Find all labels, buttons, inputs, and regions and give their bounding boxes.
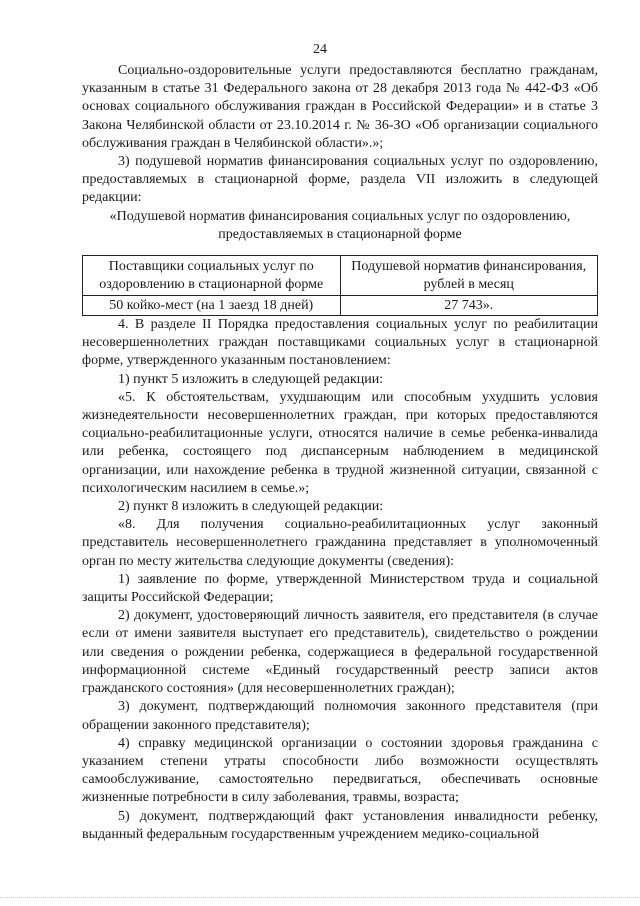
paragraph-subitem-2: 2) пункт 8 изложить в следующей редакции: <box>118 499 384 515</box>
table-header-providers: Поставщики социальных услуг по оздоровлению в стационарной форме <box>83 256 341 296</box>
scan-edge-line <box>0 897 640 899</box>
document-body <box>82 62 598 844</box>
list-item: 3) документ, подтверждающий полномочия законного представителя (при обращении законного представителя); <box>82 699 598 733</box>
table-header-norm: Подушевой норматив финансирования, рублей в месяц <box>340 256 598 296</box>
paragraph-social-services-free: Социально-оздоровительные услуги предоставляются бесплатно гражданам, указанным в статье 31 Федерального закона от 28 декабря 2013 года № 442-ФЗ «Об основах социального обслуживания граждан в Российской Федерации» и в статье 3 Закона Челябинской области от 23.10.2014 г. № 36-ЗО «Об организации социального обслуживания граждан в Челябинской области».»; <box>82 63 598 151</box>
table-header-row <box>83 256 598 296</box>
page-number: 24 <box>313 42 327 57</box>
paragraph-point-5: «5. К обстоятельствам, ухудшающим или способным ухудшить условия жизнедеятельности несовершеннолетних граждан, при которых предоставляются социально-реабилитационные услуги, относятся наличие в семье ребенка-инвалида или ребенка, состоящего под диспансерным наблюдением в медицинской организации, или нахождение ребенка в трудной жизненной ситуации, связанной с психологическим насилием в семье.»; <box>82 389 598 496</box>
table-cell-norm: 27 743». <box>340 296 598 316</box>
paragraph-subitem-1: 1) пункт 5 изложить в следующей редакции: <box>118 371 384 387</box>
paragraph-item-3: 3) подушевой норматив финансирования социальных услуг по оздоровлению, предоставляемых в стационарной форме, раздела VII изложить в следующей редакции: <box>82 154 598 206</box>
table-row <box>83 296 598 316</box>
paragraph-point-8: «8. Для получения социально-реабилитационных услуг законный представитель несовершеннолетнего гражданина представляет в уполномоченный орган по месту жительства следующие документы (сведения): <box>82 517 598 569</box>
table-title: «Подушевой норматив финансирования социальных услуг по оздоровлению, предоставляемых в стационарной форме <box>109 208 571 242</box>
funding-norm-table <box>82 255 598 316</box>
list-item: 2) документ, удостоверяющий личность заявителя, его представителя (в случае если от имени заявителя выступает его представитель), свидетельство о рождении или сведения о рождении ребенка, содержащиеся в федеральной государственной информационной системе «Единый государственный реестр записи актов гражданского состояния» (для несовершеннолетних граждан); <box>82 608 598 697</box>
list-item: 5) документ, подтверждающий факт установления инвалидности ребенку, выданный федеральным государственным учреждением медико-социальной <box>82 808 598 842</box>
table-cell-providers: 50 койко-мест (на 1 заезд 18 дней) <box>83 296 341 316</box>
list-item: 4) справку медицинской организации о состоянии здоровья гражданина с указанием степени утраты способности либо возможности осуществлять самообслуживание, самостоятельно передвигаться, обеспечивать основные жизненные потребности в силу заболевания, травмы, возраста; <box>82 735 598 806</box>
paragraph-item-4: 4. В разделе II Порядка предоставления социальных услуг по реабилитации несовершеннолетних граждан поставщиками социальных услуг в стационарной форме, утвержденного указанным постановлением: <box>82 317 598 369</box>
list-item: 1) заявление по форме, утвержденной Министерством труда и социальной защиты Российской Федерации; <box>82 571 598 606</box>
